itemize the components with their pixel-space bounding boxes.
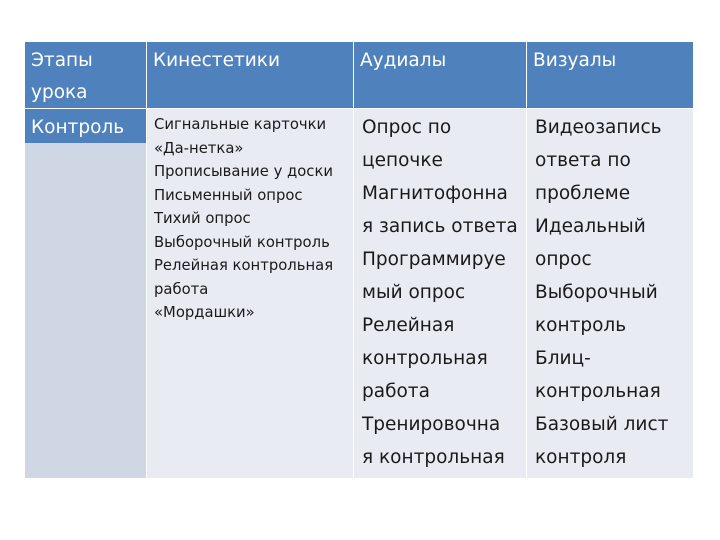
kinesthetics-line: «Да-нетка» — [154, 139, 244, 157]
header-stages-line: Этапы — [31, 50, 93, 71]
audials-line: Релейная — [362, 315, 455, 336]
kinesthetics-line: «Мордашки» — [154, 304, 255, 321]
visuals-line: контроль — [535, 315, 627, 336]
header-stages-cell — [25, 42, 146, 108]
header-visuals: Визуалы — [533, 50, 617, 71]
visuals-line: опрос — [535, 249, 592, 270]
lesson-stages-table — [25, 42, 693, 478]
header-audials-cell — [354, 42, 526, 108]
audials-line: Опрос по — [362, 117, 452, 138]
kinesthetics-line: Письменный опрос — [154, 186, 303, 204]
visuals-line: контроля — [535, 447, 627, 468]
audials-line: контрольная — [362, 348, 488, 369]
kinesthetics-line: Релейная контрольная — [154, 257, 334, 274]
visuals-line: Базовый лист — [535, 414, 669, 435]
audials-line: я контрольная — [362, 447, 505, 468]
audials-line: работа — [362, 381, 430, 402]
audials-line: цепочке — [362, 150, 443, 171]
kinesthetics-line: Выборочный контроль — [154, 233, 330, 251]
audials-line: мый опрос — [362, 282, 466, 303]
audials-line: Тренировочна — [362, 414, 501, 435]
audials-line: я запись ответа — [362, 216, 518, 237]
kinesthetics-line: Тихий опрос — [154, 210, 251, 227]
visuals-line: Блиц- — [535, 348, 591, 369]
audials-line: Магнитофонна — [362, 183, 508, 204]
header-stages-line: урока — [31, 82, 88, 103]
visuals-cell — [527, 109, 693, 478]
visuals-line: проблеме — [535, 183, 631, 204]
kinesthetics-line: Прописывание у доски — [154, 163, 334, 180]
header-visuals-cell — [527, 42, 693, 108]
stage-control-label: Контроль — [31, 117, 125, 138]
kinesthetics-line: Сигнальные карточки — [154, 116, 327, 133]
visuals-line: Видеозапись — [535, 117, 662, 138]
header-audials: Аудиалы — [360, 50, 447, 71]
audials-cell — [354, 109, 526, 478]
visuals-line: Идеальный — [535, 216, 646, 237]
kinesthetics-line: работа — [154, 280, 209, 298]
header-kinesthetics-cell — [147, 42, 353, 108]
visuals-line: контрольная — [535, 381, 661, 402]
visuals-line: ответа по — [535, 150, 631, 171]
stage-column-bg — [25, 109, 146, 478]
stage-control-cell — [25, 109, 146, 143]
header-kinesthetics: Кинестетики — [153, 50, 280, 71]
audials-line: Программируе — [362, 249, 506, 270]
kinesthetics-cell — [147, 109, 353, 478]
visuals-line: Выборочный — [535, 282, 658, 303]
